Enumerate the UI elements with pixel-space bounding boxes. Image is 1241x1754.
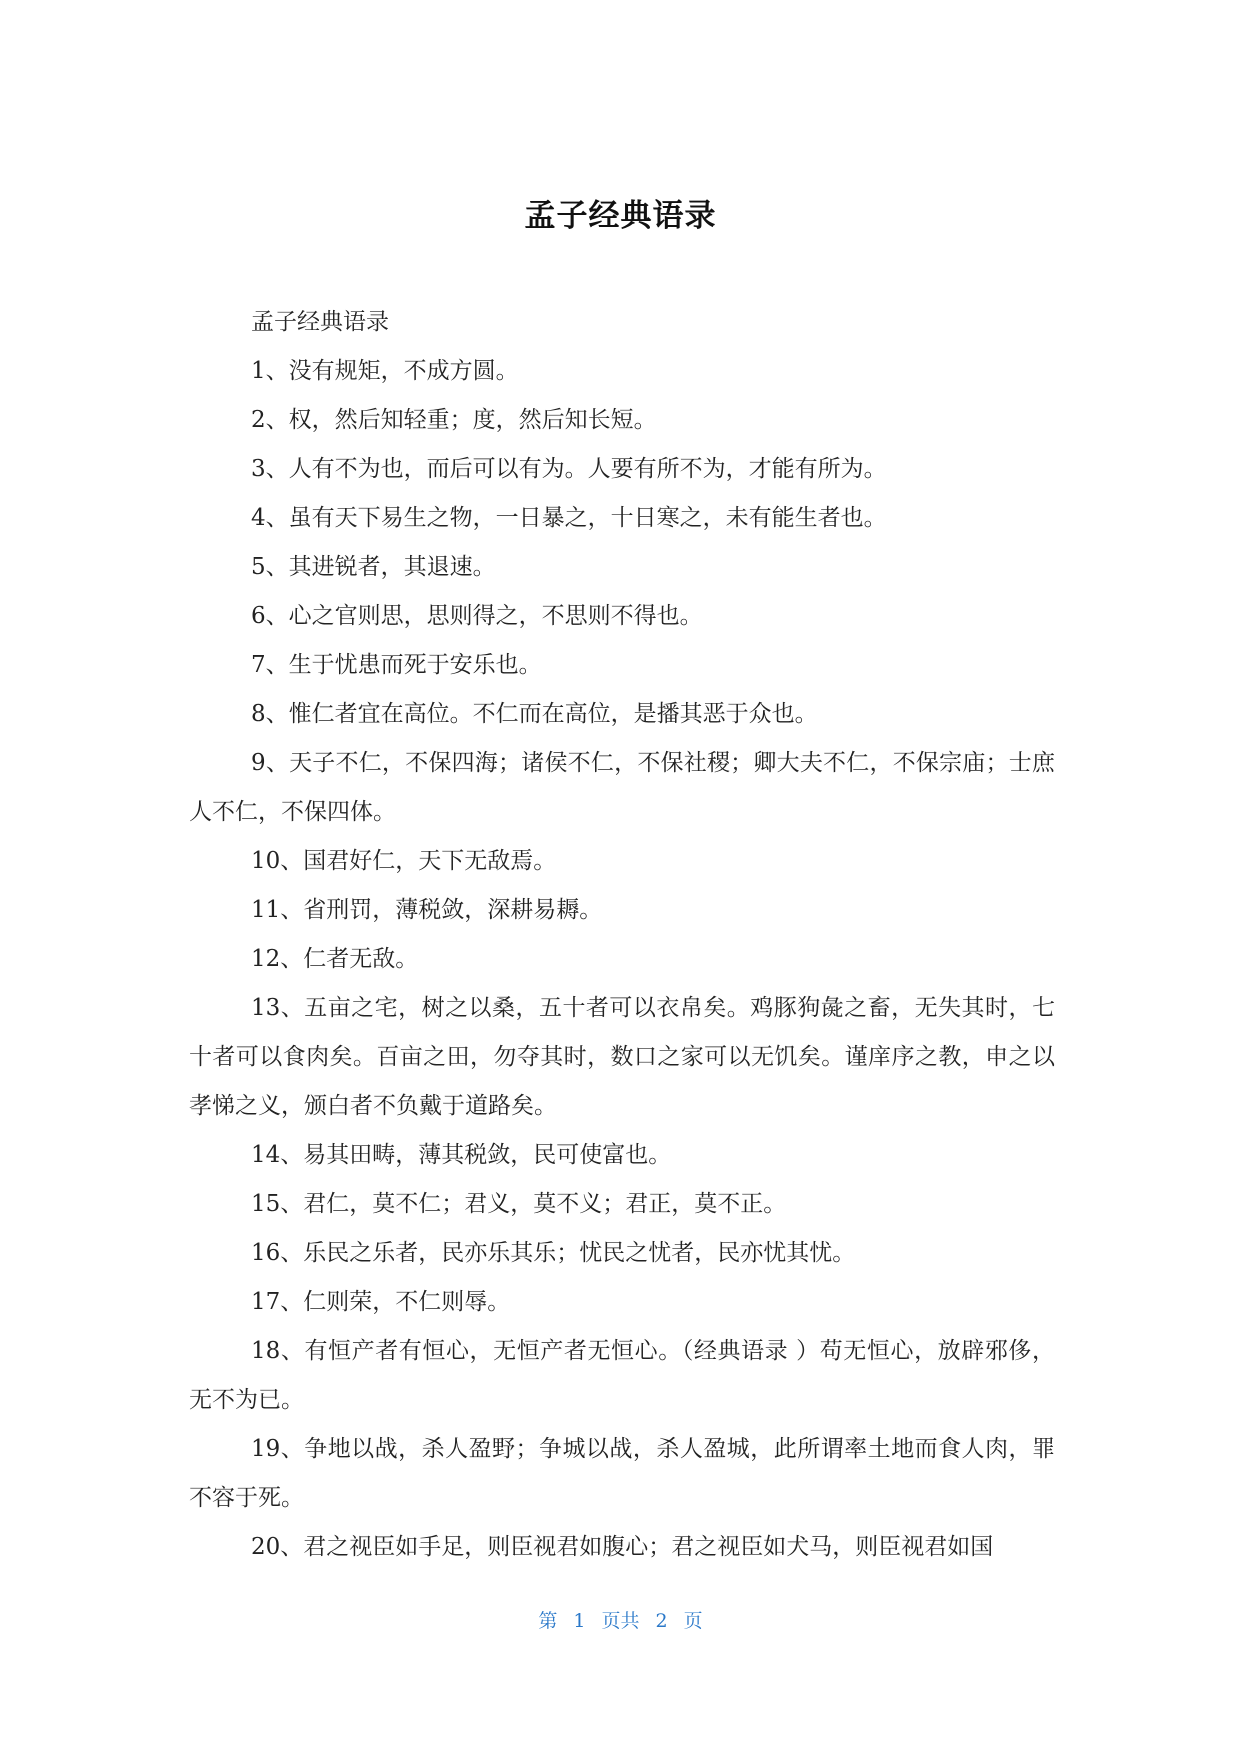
paragraph: 1、没有规矩，不成方圆。 xyxy=(251,358,519,384)
paragraph: 20、君之视臣如手足，则臣视君如腹心；君之视臣如犬马，则臣视君如国 xyxy=(251,1534,994,1560)
document-title: 孟子经典语录 xyxy=(524,198,717,234)
footer-prefix: 第 xyxy=(538,1610,558,1632)
paragraph: 孟子经典语录 xyxy=(251,309,389,335)
footer-current-page: 1 xyxy=(573,1610,586,1632)
footer-total-pages: 2 xyxy=(655,1610,668,1632)
paragraph: 17、仁则荣，不仁则辱。 xyxy=(251,1289,511,1315)
paragraph: 5、其进锐者，其退速。 xyxy=(251,554,496,580)
paragraph: 2、权，然后知轻重；度，然后知长短。 xyxy=(251,407,657,433)
document-body xyxy=(189,298,1055,1572)
paragraph: 9、天子不仁，不保四海；诸侯不仁，不保社稷；卿大夫不仁，不保宗庙；士庶人不仁，不保四体。 xyxy=(189,750,1055,825)
paragraph: 10、国君好仁，天下无敌焉。 xyxy=(251,848,557,874)
paragraph: 6、心之官则思，思则得之，不思则不得也。 xyxy=(251,603,703,629)
paragraph: 15、君仁，莫不仁；君义，莫不义；君正，莫不正。 xyxy=(251,1191,787,1217)
paragraph: 7、生于忧患而死于安乐也。 xyxy=(251,652,542,678)
paragraph: 12、仁者无敌。 xyxy=(251,946,419,972)
paragraph: 13、五亩之宅，树之以桑，五十者可以衣帛矣。鸡豚狗彘之畜，无失其时，七十者可以食肉矣。百亩之田，勿夺其时，数口之家可以无饥矣。谨庠序之教，申之以孝悌之义，颁白者不负戴于道路矣。 xyxy=(189,995,1055,1119)
footer-middle: 页共 xyxy=(601,1610,640,1632)
footer-suffix: 页 xyxy=(683,1610,703,1632)
paragraph: 19、争地以战，杀人盈野；争城以战，杀人盈城，此所谓率土地而食人肉，罪不容于死。 xyxy=(189,1436,1055,1511)
page-footer xyxy=(0,1606,1241,1633)
paragraph: 16、乐民之乐者，民亦乐其乐；忧民之忧者，民亦忧其忧。 xyxy=(251,1240,856,1266)
paragraph: 3、人有不为也，而后可以有为。人要有所不为，才能有所为。 xyxy=(251,456,887,482)
paragraph: 18、有恒产者有恒心，无恒产者无恒心。（经典语录 ）苟无恒心，放辟邪侈，无不为已。 xyxy=(189,1338,1055,1413)
paragraph: 11、省刑罚，薄税敛，深耕易耨。 xyxy=(251,897,603,923)
paragraph: 8、惟仁者宜在高位。不仁而在高位，是播其恶于众也。 xyxy=(251,701,818,727)
paragraph: 4、虽有天下易生之物，一日暴之，十日寒之，未有能生者也。 xyxy=(251,505,887,531)
paragraph: 14、易其田畴，薄其税敛，民可使富也。 xyxy=(251,1142,672,1168)
